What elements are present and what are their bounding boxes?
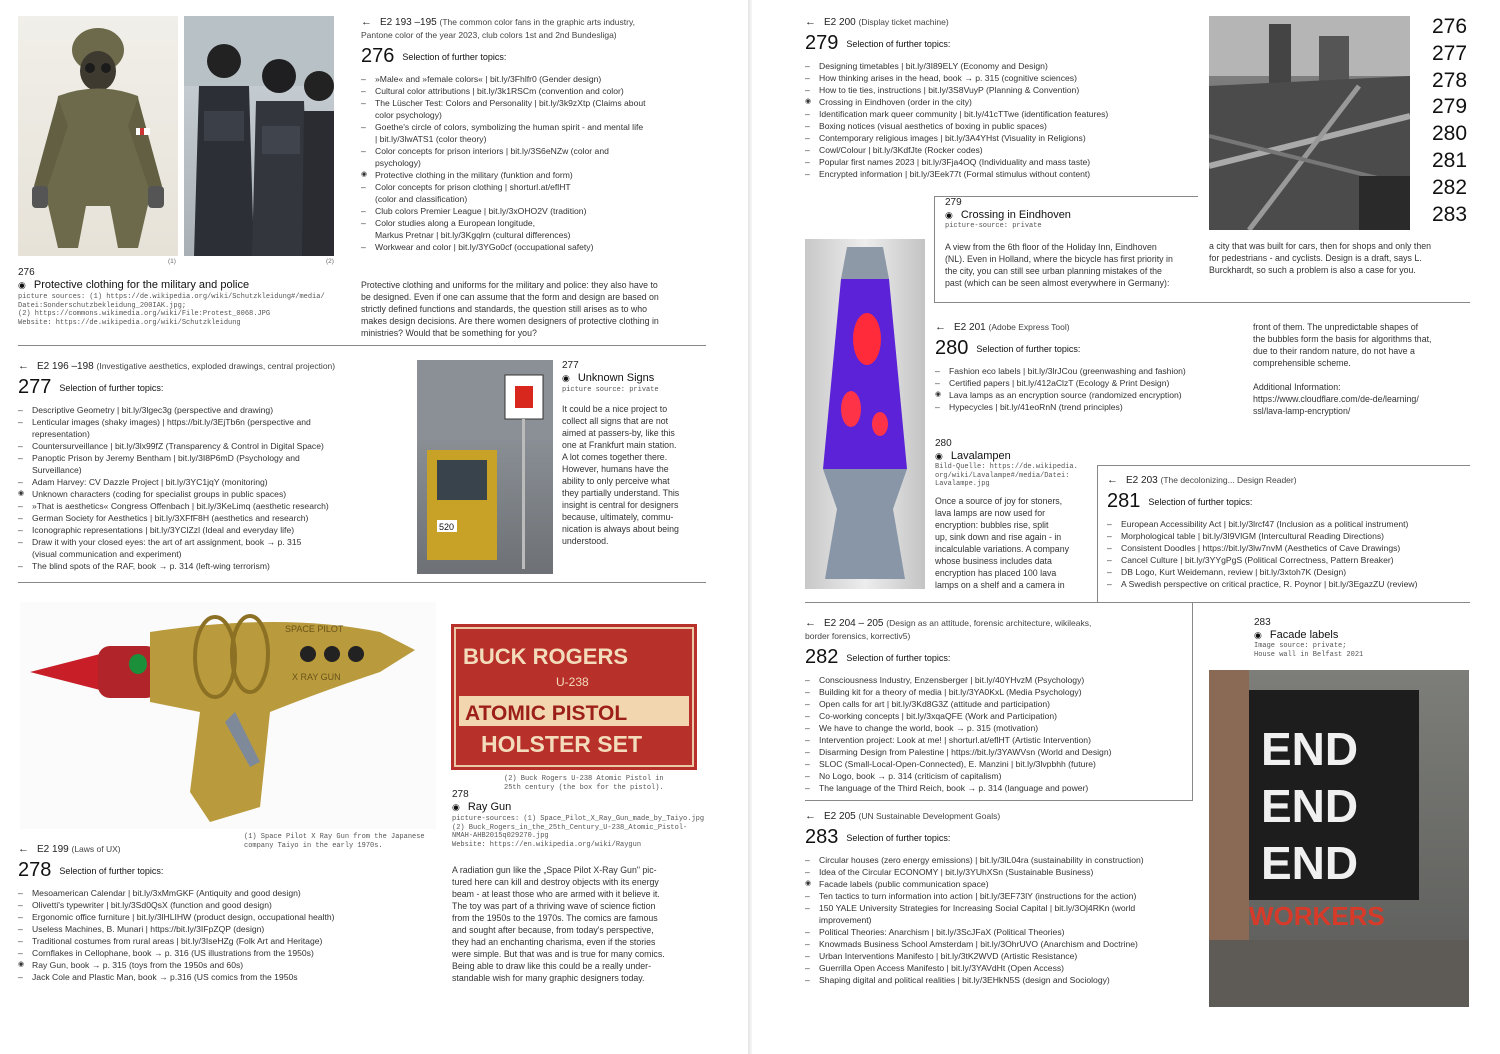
caption-283 <box>1254 617 1454 659</box>
e2-reference: ← E2 201 (Adobe Express Tool) <box>935 321 1070 333</box>
body-279b: a city that was built for cars, then for shops and only then for pedestrians - and cyclists. Design is a draft, says L. Burckhardt, so such a problem is also a case for you. <box>1209 241 1431 275</box>
topic-item: – Shaping digital and political realities | bit.ly/3EHkN5S (design and Sociology) <box>805 974 1195 986</box>
topic-item: – 150 YALE University Strategies for Increasing Social Capital | bit.ly/3Oj4RKn (world improvement) <box>805 902 1195 926</box>
topic-item: – Building kit for a theory of media | bit.ly/3YA0KxL (Media Psychology) <box>805 686 1190 698</box>
arrow-left-icon: ← <box>361 16 372 28</box>
photo-riot-police <box>184 16 334 256</box>
section-277 <box>18 360 403 572</box>
topic-item: – The blind spots of the RAF, book → p. 314 (left-wing terrorism) <box>18 560 403 572</box>
topic-list <box>935 365 1235 413</box>
divider <box>18 345 706 346</box>
body-280-right: front of them. The unpredictable shapes of the bubbles form the basis for algorithms that, due to their random nature, do not have a comprehensible scheme. Additional Information: https://www.cloudflare.com/de-de/learning/ ssl/lava-lamp-encryption/ <box>1253 322 1432 416</box>
body-276: Protective clothing and uniforms for the military and police: they also have to be designed. Even if one can assume that the form and design are based on strictly defined functions and standards, the question still arises as to who makes design decisions. Are there women designers of protective clothing in ministries? Would that be something for you? <box>361 280 659 338</box>
wall-word-1: END <box>1261 723 1359 775</box>
caption-280 <box>935 438 1085 489</box>
wall-word-4: WORKERS <box>1249 901 1385 931</box>
topic-item: – How thinking arises in the head, book → p. 315 (cognitive sciences) <box>805 72 1195 84</box>
topic-item: ◉ Lava lamps as an encryption source (randomized encryption) <box>935 389 1235 401</box>
topic-item: – How to tie ties, instructions | bit.ly/3S8VuyP (Planning & Convention) <box>805 84 1195 96</box>
topic-item: – We have to change the world, book → p. 315 (motivation) <box>805 722 1190 734</box>
topic-item: – Identification mark queer community | bit.ly/41cTTwe (identification features) <box>805 108 1195 120</box>
caption-number: 276 <box>18 267 35 278</box>
photo-holster-box <box>451 624 697 770</box>
topic-item: – Open calls for art | bit.ly/3Kd8G3Z (attitude and participation) <box>805 698 1190 710</box>
topic-item: – European Accessibility Act | bit.ly/3lrcf47 (Inclusion as a political instrument) <box>1107 518 1472 530</box>
topic-item: – A Swedish perspective on critical practice, R. Poynor | bit.ly/3EgazZU (review) <box>1107 578 1472 590</box>
topic-list <box>805 60 1195 180</box>
caption-number: 280 <box>935 438 952 449</box>
topic-list <box>1107 518 1472 590</box>
e2-reference: ← E2 204 – 205 (Design as an attitude, forensic architecture, wikileaks, border forensics, korrectiv5) <box>805 617 1092 641</box>
arrow-left-icon: ← <box>805 617 816 629</box>
caption-source: Image source: private; House wall in Belfast 2021 <box>1254 642 1364 659</box>
index-number: 276 <box>1432 15 1468 38</box>
topic-item: – Color concepts for prison clothing | shorturl.at/eflHT (color and classification) <box>361 181 691 205</box>
box-279-left <box>934 196 935 302</box>
photo-eindhoven-crossing <box>1209 16 1410 230</box>
caption-source: picture sources: (1) https://de.wikipedia.org/wiki/Schutzkleidung#/media/ Datei:Sonderschutzbekleidung_200IAK.jpg; (2) https://commons.wikimedia.org/wiki/File:Protest_0068.JPG Website: https://de.wikipedia.org/wiki/Schutzkleidung <box>18 293 325 327</box>
body-280: Once a source of joy for stoners, lava lamps are now used for encryption: bubbles rise, split up, sink down and rise again - in incalculable variations. A company whose business includes data encryption has placed 100 lava lamps on a shelf and a camera in <box>935 496 1069 590</box>
index-number: 278 <box>1432 68 1468 92</box>
topic-item: ◉ Unknown characters (coding for specialist groups in public spaces) <box>18 488 403 500</box>
photo-lava-lamp <box>805 239 925 589</box>
section-276 <box>361 16 691 253</box>
topic-item: – Club colors Premier League | bit.ly/3xOHO2V (tradition) <box>361 205 691 217</box>
topic-list <box>18 404 403 572</box>
body-277: It could be a nice project to collect all signs that are not aimed at passers-by, like this one at Frankfurt main station. A lot comes together there. However, humans have the ability to only perceive what they partially understand. This insight is central for designers because, ultimately, commu- nication is always about being understood. <box>562 404 680 546</box>
topic-item: – Color studies along a European longitude, Markus Pretnar | bit.ly/3Kgqlrn (cultural differences) <box>361 217 691 241</box>
topic-item: – Morphological table | bit.ly/3I9VlGM (Intercultural Reading Directions) <box>1107 530 1472 542</box>
box-pistol: ATOMIC PISTOL <box>465 702 628 725</box>
caption-title: ◉ Facade labels <box>1254 629 1454 641</box>
topic-list <box>805 854 1195 986</box>
section-281 <box>1107 474 1472 590</box>
photo-1-label: (1) <box>168 258 176 265</box>
topic-item: – Fashion eco labels | bit.ly/3lrJCou (greenwashing and fashion) <box>935 365 1235 377</box>
topic-item: – SLOC (Small-Local-Open-Connected), E. Manzini | bit.ly/3lvpbhh (future) <box>805 758 1190 770</box>
topic-item: – Intervention project: Look at me! | shorturl.at/eflHT (Artistic Intervention) <box>805 734 1190 746</box>
topic-item: – Co-working concepts | bit.ly/3xqaQFE (Work and Participation) <box>805 710 1190 722</box>
topic-item: ◉ Crossing in Eindhoven (order in the city) <box>805 96 1195 108</box>
caption-278 <box>452 789 732 849</box>
topic-list <box>361 73 691 253</box>
caption-title: ◉ Unknown Signs <box>562 372 702 384</box>
topic-item: – Ergonomic office furniture | bit.ly/3lHLIHW (product design, occupational health) <box>18 911 408 923</box>
holster-caption: (2) Buck Rogers U-238 Atomic Pistol in 25th century (the box for the pistol). <box>504 775 664 792</box>
caption-276 <box>18 267 348 327</box>
topic-number: 282 Selection of further topics: <box>805 646 951 668</box>
sign-number: 520 <box>439 522 455 532</box>
topic-number: 279 Selection of further topics: <box>805 32 951 54</box>
topic-item: – The language of the Third Reich, book → p. 314 (language and power) <box>805 782 1190 794</box>
topic-item: – Lenticular images (shaky images) | https://bit.ly/3EjTb6n (perspective and representation) <box>18 416 403 440</box>
e2-reference: ← E2 203 (The decolonizing... Design Reader) <box>1107 474 1297 486</box>
topic-list <box>18 887 408 983</box>
topic-item: – Jack Cole and Plastic Man, book → p.316 (US comics from the 1950s <box>18 971 408 983</box>
section-282 <box>805 617 1190 794</box>
photo-protective-suit <box>18 16 178 256</box>
gun-label-top: SPACE PILOT <box>285 624 344 634</box>
topic-item: – Cornflakes in Cellophane, book → p. 316 (US illustrations from the 1950s) <box>18 947 408 959</box>
e2-reference: ← E2 196 –198 (Investigative aesthetics, exploded drawings, central projection) <box>18 360 336 372</box>
topic-item: – Goethe's circle of colors, symbolizing the human spirit - and mental life | bit.ly/3lwATS1 (color theory) <box>361 121 691 145</box>
topic-item: – Iconographic representations | bit.ly/3YClZzl (Ideal and everyday life) <box>18 524 403 536</box>
topic-item: – Consciousness Industry, Enzensberger | bit.ly/40YHvzM (Psychology) <box>805 674 1190 686</box>
topic-item: – Workwear and color | bit.ly/3YGo0cf (occupational safety) <box>361 241 691 253</box>
page-gutter <box>748 0 752 1054</box>
caption-title: ◉ Lavalampen <box>935 450 1085 462</box>
caption-title: ◉ Ray Gun <box>452 801 732 813</box>
topic-number: 281 Selection of further topics: <box>1107 490 1253 512</box>
box-281-top <box>1097 465 1470 466</box>
box-282-right <box>1192 602 1193 800</box>
caption-source: picture source: private <box>562 386 659 394</box>
caption-279 <box>945 197 1195 231</box>
body-279a: A view from the 6th floor of the Holiday Inn, Eindhoven (NL). Even in Holland, where the bicycle has first priority in the city, you can still see urban planning mistakes of the past (which can be seen almost everywhere in Germany): <box>945 242 1173 288</box>
arrow-left-icon: ← <box>805 16 816 28</box>
topic-number: 280 Selection of further topics: <box>935 337 1081 359</box>
arrow-left-icon: ← <box>18 360 29 372</box>
box-279-bottom <box>934 302 1470 303</box>
topic-item: – Color concepts for prison interiors | bit.ly/3S6eNZw (color and psychology) <box>361 145 691 169</box>
topic-item: – Boxing notices (visual aesthetics of boxing in public spaces) <box>805 120 1195 132</box>
topic-number: 276 Selection of further topics: <box>361 45 507 67</box>
arrow-left-icon: ← <box>1107 474 1118 486</box>
caption-number: 278 <box>452 789 469 800</box>
photo-2-label: (2) <box>326 258 334 265</box>
section-280 <box>935 321 1235 413</box>
topic-item: – Ten tactics to turn information into action | bit.ly/3EF73lY (instructions for the action) <box>805 890 1195 902</box>
e2-reference: ← E2 193 –195 (The common color fans in the graphic arts industry, Pantone color of the year 2023, club colors 1st and 2nd Bundesliga) <box>361 16 635 40</box>
topic-item: – German Society for Aesthetics | bit.ly/3XFfF8H (aesthetics and research) <box>18 512 403 524</box>
caption-title: ◉ Protective clothing for the military and police <box>18 279 348 291</box>
topic-item: – Useless Machines, B. Munari | https://bit.ly/3IFpZQP (design) <box>18 923 408 935</box>
box-holster: HOLSTER SET <box>481 731 643 757</box>
topic-item: – Popular first names 2023 | bit.ly/3Fja4OQ (Individuality and mass taste) <box>805 156 1195 168</box>
topic-item: – The Lüscher Test: Colors and Personality | bit.ly/3k9zXtp (Claims about color psychology) <box>361 97 691 121</box>
topic-item: – Guerrilla Open Access Manifesto | bit.ly/3YAVdHt (Open Access) <box>805 962 1195 974</box>
topic-item: – »That is aesthetics« Congress Offenbach | bit.ly/3KeLimq (aesthetic research) <box>18 500 403 512</box>
caption-number: 279 <box>945 197 962 208</box>
topic-item: – No Logo, book → p. 314 (criticism of capitalism) <box>805 770 1190 782</box>
arrow-left-icon: ← <box>805 810 816 822</box>
index-number: 283 <box>1432 202 1468 226</box>
topic-item: – Countersurveillance | bit.ly/3lx99fZ (Transparency & Control in Digital Space) <box>18 440 403 452</box>
topic-item: ◉ Protective clothing in the military (funktion and form) <box>361 169 691 181</box>
index-number: 277 <box>1432 41 1468 65</box>
section-283 <box>805 810 1195 986</box>
topic-item: ◉ Facade labels (public communication space) <box>805 878 1195 890</box>
photo-facade-labels <box>1209 670 1469 1007</box>
box-281-left <box>1097 465 1098 602</box>
topic-item: – Consistent Doodles | https://bit.ly/3lw7nvM (Aesthetics of Cave Drawings) <box>1107 542 1472 554</box>
topic-number: 283 Selection of further topics: <box>805 826 951 848</box>
topic-item: – Contemporary religious images | bit.ly/3A4YHst (Visuality in Religions) <box>805 132 1195 144</box>
gun-label-bottom: X RAY GUN <box>292 672 341 682</box>
topic-item: – Draw it with your closed eyes: the art of art assignment, book → p. 315 (visual communication and experiment) <box>18 536 403 560</box>
topic-item: – Disarming Design from Palestine | https://bit.ly/3YAWVsn (World and Design) <box>805 746 1190 758</box>
caption-source: Bild-Quelle: https://de.wikipedia. org/wiki/Lavalampe#/media/Datei: Lavalampe.jpg <box>935 463 1078 488</box>
box-model: U-238 <box>556 675 589 689</box>
topic-item: – Cowl/Colour | bit.ly/3KdfJte (Rocker codes) <box>805 144 1195 156</box>
topic-item: – Knowmads Business School Amsterdam | bit.ly/3OhrUVO (Anarchism and Doctrine) <box>805 938 1195 950</box>
topic-item: – Descriptive Geometry | bit.ly/3lgec3g (perspective and drawing) <box>18 404 403 416</box>
e2-reference: ← E2 205 (UN Sustainable Development Goals) <box>805 810 1001 822</box>
body-278: A radiation gun like the „Space Pilot X-Ray Gun" pic- tured here can kill and destroy objects with its energy beam - at least those who are armed with it believe it. The toy was part of a thriving wave of science fiction from the 1950s to the 1970s. The comics are famous and sought after because, from today's perspective, they had an enchanting charisma, even if the stories were simple. But that was and is true for many comics. Being able to draw like this could be a really under- standable wish for many graphic designers today. <box>452 865 665 983</box>
divider <box>805 602 1470 603</box>
wall-word-3: END <box>1261 837 1359 889</box>
topic-item: – Traditional costumes from rural areas | bit.ly/3IseHZg (Folk Art and Heritage) <box>18 935 408 947</box>
index-number: 279 <box>1432 95 1468 119</box>
topic-item: – Designing timetables | bit.ly/3I89ELY (Economy and Design) <box>805 60 1195 72</box>
e2-reference: ← E2 199 (Laws of UX) <box>18 843 121 855</box>
topic-item: – Mesoamerican Calendar | bit.ly/3xMmGKF (Antiquity and good design) <box>18 887 408 899</box>
index-number: 280 <box>1432 122 1468 146</box>
topic-item: – Panoptic Prison by Jeremy Bentham | bit.ly/3I8P6mD (Psychology and Surveillance) <box>18 452 403 476</box>
topic-list <box>805 674 1190 794</box>
topic-item: – Political Theories: Anarchism | bit.ly/3ScJFaX (Political Theories) <box>805 926 1195 938</box>
caption-title: ◉ Crossing in Eindhoven <box>945 209 1195 221</box>
topic-item: – Urban Interventions Manifesto | bit.ly/3tK2WVD (Artistic Resistance) <box>805 950 1195 962</box>
section-279 <box>805 16 1195 180</box>
section-278 <box>18 843 408 983</box>
topic-item: – »Male« and »female colors« | bit.ly/3Fhlfr0 (Gender design) <box>361 73 691 85</box>
ray-gun-caption: (1) Space Pilot X Ray Gun from the Japanese company Taiyo in the early 1970s. <box>244 833 425 850</box>
topic-item: – Cultural color attributions | bit.ly/3k1RSCm (convention and color) <box>361 85 691 97</box>
topic-item: – Cancel Culture | bit.ly/3YYgPgS (Political Correctness, Pattern Breaker) <box>1107 554 1472 566</box>
topic-item: – DB Logo, Kurt Weidemann, review | bit.ly/3xtoh7K (Design) <box>1107 566 1472 578</box>
photo-ray-gun <box>20 602 436 829</box>
topic-item: – Idea of the Circular ECONOMY | bit.ly/3YUhXSn (Sustainable Business) <box>805 866 1195 878</box>
index-number: 281 <box>1432 149 1468 172</box>
box-title: BUCK ROGERS <box>463 644 629 669</box>
box-282-bottom <box>805 800 1193 801</box>
divider <box>18 582 706 583</box>
caption-source: picture-sources: (1) Space_Pilot_X_Ray_Gun_made_by_Taiyo.jpg (2) Buck_Rogers_in_the_25th_Century_U-238_Atomic_Pistol- NMAH-AHB2015q029270.jpg Website: https://en.wikipedia.org/wiki/Raygun <box>452 815 705 849</box>
photo-unknown-sign <box>417 360 553 574</box>
arrow-left-icon: ← <box>18 843 29 855</box>
topic-item: – Hypecycles | bit.ly/41eoRnN (trend principles) <box>935 401 1235 413</box>
e2-reference: ← E2 200 (Display ticket machine) <box>805 16 949 28</box>
caption-number: 277 <box>562 360 579 371</box>
topic-number: 277 Selection of further topics: <box>18 376 164 398</box>
topic-item: – Certified papers | bit.ly/412aClzT (Ecology & Print Design) <box>935 377 1235 389</box>
caption-source: picture-source: private <box>945 222 1042 230</box>
topic-item: – Circular houses (zero energy emissions) | bit.ly/3lL04ra (sustainability in construction) <box>805 854 1195 866</box>
topic-item: – Adam Harvey: CV Dazzle Project | bit.ly/3YC1jqY (monitoring) <box>18 476 403 488</box>
topic-item: ◉ Ray Gun, book → p. 315 (toys from the 1950s and 60s) <box>18 959 408 971</box>
index-number: 282 <box>1432 175 1468 199</box>
wall-word-2: END <box>1261 780 1359 832</box>
topic-item: – Encrypted information | bit.ly/3Eek77t (Formal stimulus without content) <box>805 168 1195 180</box>
arrow-left-icon: ← <box>935 321 946 333</box>
topic-item: – Olivetti's typewriter | bit.ly/3Sd0QsX (function and good design) <box>18 899 408 911</box>
caption-277 <box>562 360 702 395</box>
topic-number: 278 Selection of further topics: <box>18 859 164 881</box>
caption-number: 283 <box>1254 617 1271 628</box>
